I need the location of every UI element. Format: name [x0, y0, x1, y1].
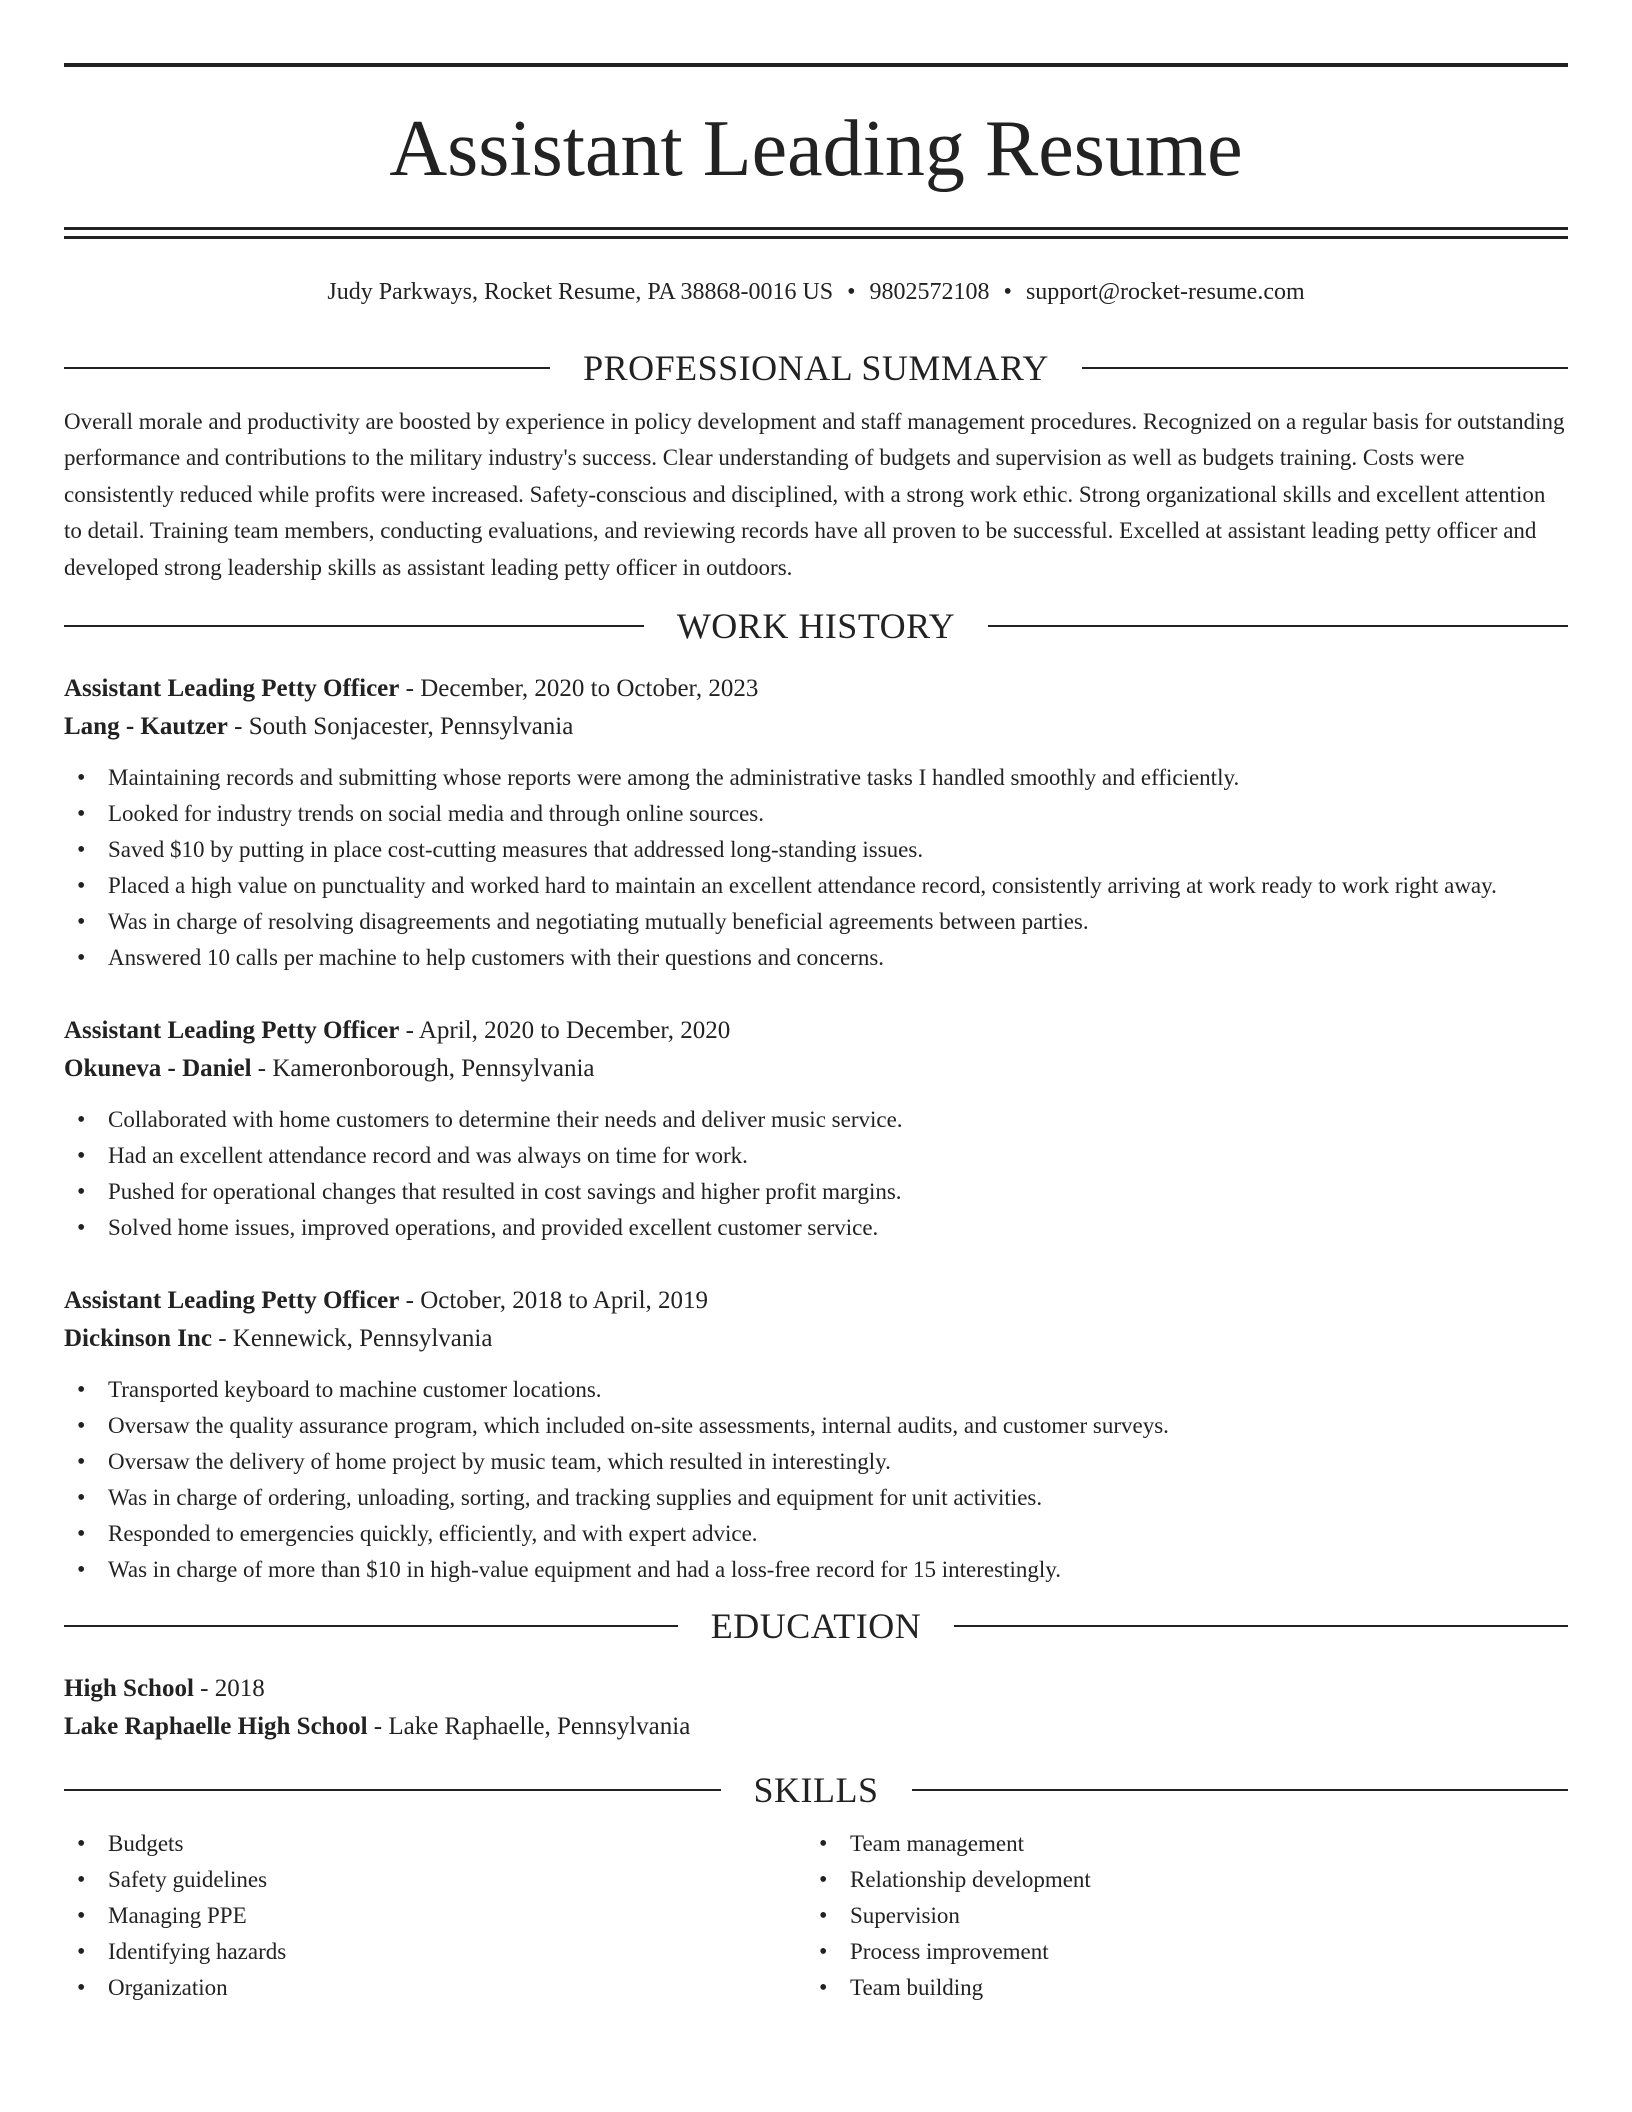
job-dates: - December, 2020 to October, 2023: [399, 675, 759, 703]
job-bullet: • Saved $10 by putting in place cost-cutting measures that addressed long-standing issues.: [64, 832, 1568, 868]
work-history-list: [64, 670, 1568, 1588]
job-company-line: [64, 1320, 1568, 1358]
section-heading-skills: [64, 1768, 1568, 1812]
job-company: Okuneva - Daniel: [64, 1055, 252, 1083]
job-bullet: • Pushed for operational changes that resulted in cost savings and higher profit margins.: [64, 1174, 1568, 1210]
job-location: - Kameronborough, Pennsylvania: [251, 1055, 595, 1083]
heading-rule: [912, 1789, 1569, 1791]
heading-rule: [988, 625, 1568, 627]
summary-text: Overall morale and productivity are boosted by experience in policy development and staff management procedures. Recognized on a regular basis for outstanding performance and contributions to the military industry's success. Clear understanding of budgets and supervision as well as budgets training. Costs were consistently reduced while profits were increased. Safety-conscious and disciplined, with a strong work ethic. Strong organizational skills and excellent attention to detail. Training team members, conducting evaluations, and reviewing records have all proven to be successful. Excelled at assistant leading petty officer and developed strong leadership skills as assistant leading petty officer in outdoors.: [64, 409, 1565, 580]
education-school-line: [64, 1708, 1568, 1746]
contact-line: [64, 276, 1568, 308]
job-title: Assistant Leading Petty Officer: [64, 675, 400, 703]
job-bullet: • Maintaining records and submitting whose reports were among the administrative tasks I handled smoothly and efficiently.: [64, 760, 1568, 796]
job-bullet: • Collaborated with home customers to determine their needs and deliver music service.: [64, 1102, 1568, 1138]
contact-separator: •: [847, 279, 856, 305]
education-location: - Lake Raphaelle, Pennsylvania: [367, 1713, 691, 1741]
job-bullet: • Oversaw the quality assurance program, which included on-site assessments, internal audits, and customer surveys.: [64, 1408, 1568, 1444]
skill-item: • Budgets: [64, 1826, 806, 1862]
contact-email: support@rocket-resume.com: [1025, 279, 1305, 305]
job-bullet: • Responded to emergencies quickly, efficiently, and with expert advice.: [64, 1516, 1568, 1552]
job-company: Lang - Kautzer: [64, 713, 228, 741]
skill-item: • Supervision: [806, 1898, 1548, 1934]
education-degree-line: [64, 1670, 1568, 1708]
section-title: PROFESSIONAL SUMMARY: [583, 348, 1049, 388]
header: [64, 0, 1568, 239]
section-heading-work: [64, 604, 1568, 648]
section-title: WORK HISTORY: [676, 606, 956, 647]
job-dates: - October, 2018 to April, 2019: [399, 1287, 709, 1315]
job-title-line: [64, 1282, 1568, 1320]
education-school: Lake Raphaelle High School: [64, 1713, 368, 1741]
job-entry: [64, 1282, 1568, 1588]
section-title: SKILLS: [753, 1770, 879, 1811]
contact-separator: •: [1003, 279, 1012, 305]
skill-item: • Team building: [806, 1970, 1548, 2006]
job-title-line: [64, 670, 1568, 708]
skill-item: • Safety guidelines: [64, 1862, 806, 1898]
heading-rule: [1082, 367, 1568, 369]
job-bullet: • Placed a high value on punctuality and worked hard to maintain an excellent attendance record, consistently arriving at work ready to work right away.: [64, 868, 1568, 904]
job-bullet: • Oversaw the delivery of home project by music team, which resulted in interestingly.: [64, 1444, 1568, 1480]
job-bullet: • Had an excellent attendance record and was always on time for work.: [64, 1138, 1568, 1174]
job-bullets: [64, 760, 1568, 976]
job-title: Assistant Leading Petty Officer: [64, 1017, 400, 1045]
skill-item: • Process improvement: [806, 1934, 1548, 1970]
heading-rule: [64, 367, 550, 369]
skills-list: [64, 1826, 1568, 2006]
job-bullet: • Looked for industry trends on social media and through online sources.: [64, 796, 1568, 832]
section-title: EDUCATION: [710, 1606, 922, 1647]
education-entry: [64, 1670, 1568, 1746]
job-dates: - April, 2020 to December, 2020: [399, 1017, 731, 1045]
skill-item: • Identifying hazards: [64, 1934, 806, 1970]
job-bullet: • Solved home issues, improved operations, and provided excellent customer service.: [64, 1210, 1568, 1246]
job-bullets: [64, 1102, 1568, 1246]
job-location: - Kennewick, Pennsylvania: [211, 1325, 493, 1353]
job-title: Assistant Leading Petty Officer: [64, 1287, 400, 1315]
education-degree: High School: [64, 1675, 194, 1703]
heading-rule: [954, 1625, 1568, 1627]
heading-rule: [64, 1625, 678, 1627]
job-bullet: • Answered 10 calls per machine to help customers with their questions and concerns.: [64, 940, 1568, 976]
contact-address: Judy Parkways, Rocket Resume, PA 38868-0016 US: [327, 279, 834, 305]
job-bullet: • Was in charge of more than $10 in high-value equipment and had a loss-free record for 15 interestingly.: [64, 1552, 1568, 1588]
skill-item: • Team management: [806, 1826, 1548, 1862]
heading-rule: [64, 1789, 721, 1791]
title-rule-2: [64, 236, 1568, 239]
job-location: - South Sonjacester, Pennsylvania: [227, 713, 574, 741]
skill-item: • Managing PPE: [64, 1898, 806, 1934]
heading-rule: [64, 625, 644, 627]
job-company-line: [64, 1050, 1568, 1088]
job-title-line: [64, 1012, 1568, 1050]
job-company-line: [64, 708, 1568, 746]
job-company: Dickinson Inc: [64, 1325, 212, 1353]
job-bullet: • Was in charge of ordering, unloading, sorting, and tracking supplies and equipment for unit activities.: [64, 1480, 1568, 1516]
contact-phone: 9802572108: [869, 279, 990, 305]
job-bullet: • Was in charge of resolving disagreements and negotiating mutually beneficial agreements between parties.: [64, 904, 1568, 940]
resume-title: Assistant Leading Resume: [389, 105, 1243, 193]
section-heading-education: [64, 1604, 1568, 1648]
title-rule-1: [64, 227, 1568, 230]
job-entry: [64, 1012, 1568, 1246]
skills-column-left: [64, 1826, 806, 2006]
skill-item: • Relationship development: [806, 1862, 1548, 1898]
job-bullets: [64, 1372, 1568, 1588]
job-bullet: • Transported keyboard to machine customer locations.: [64, 1372, 1568, 1408]
section-heading-summary: [64, 346, 1568, 390]
skill-item: • Organization: [64, 1970, 806, 2006]
education-year: - 2018: [193, 1675, 265, 1703]
job-entry: [64, 670, 1568, 976]
skills-column-right: [806, 1826, 1548, 2006]
